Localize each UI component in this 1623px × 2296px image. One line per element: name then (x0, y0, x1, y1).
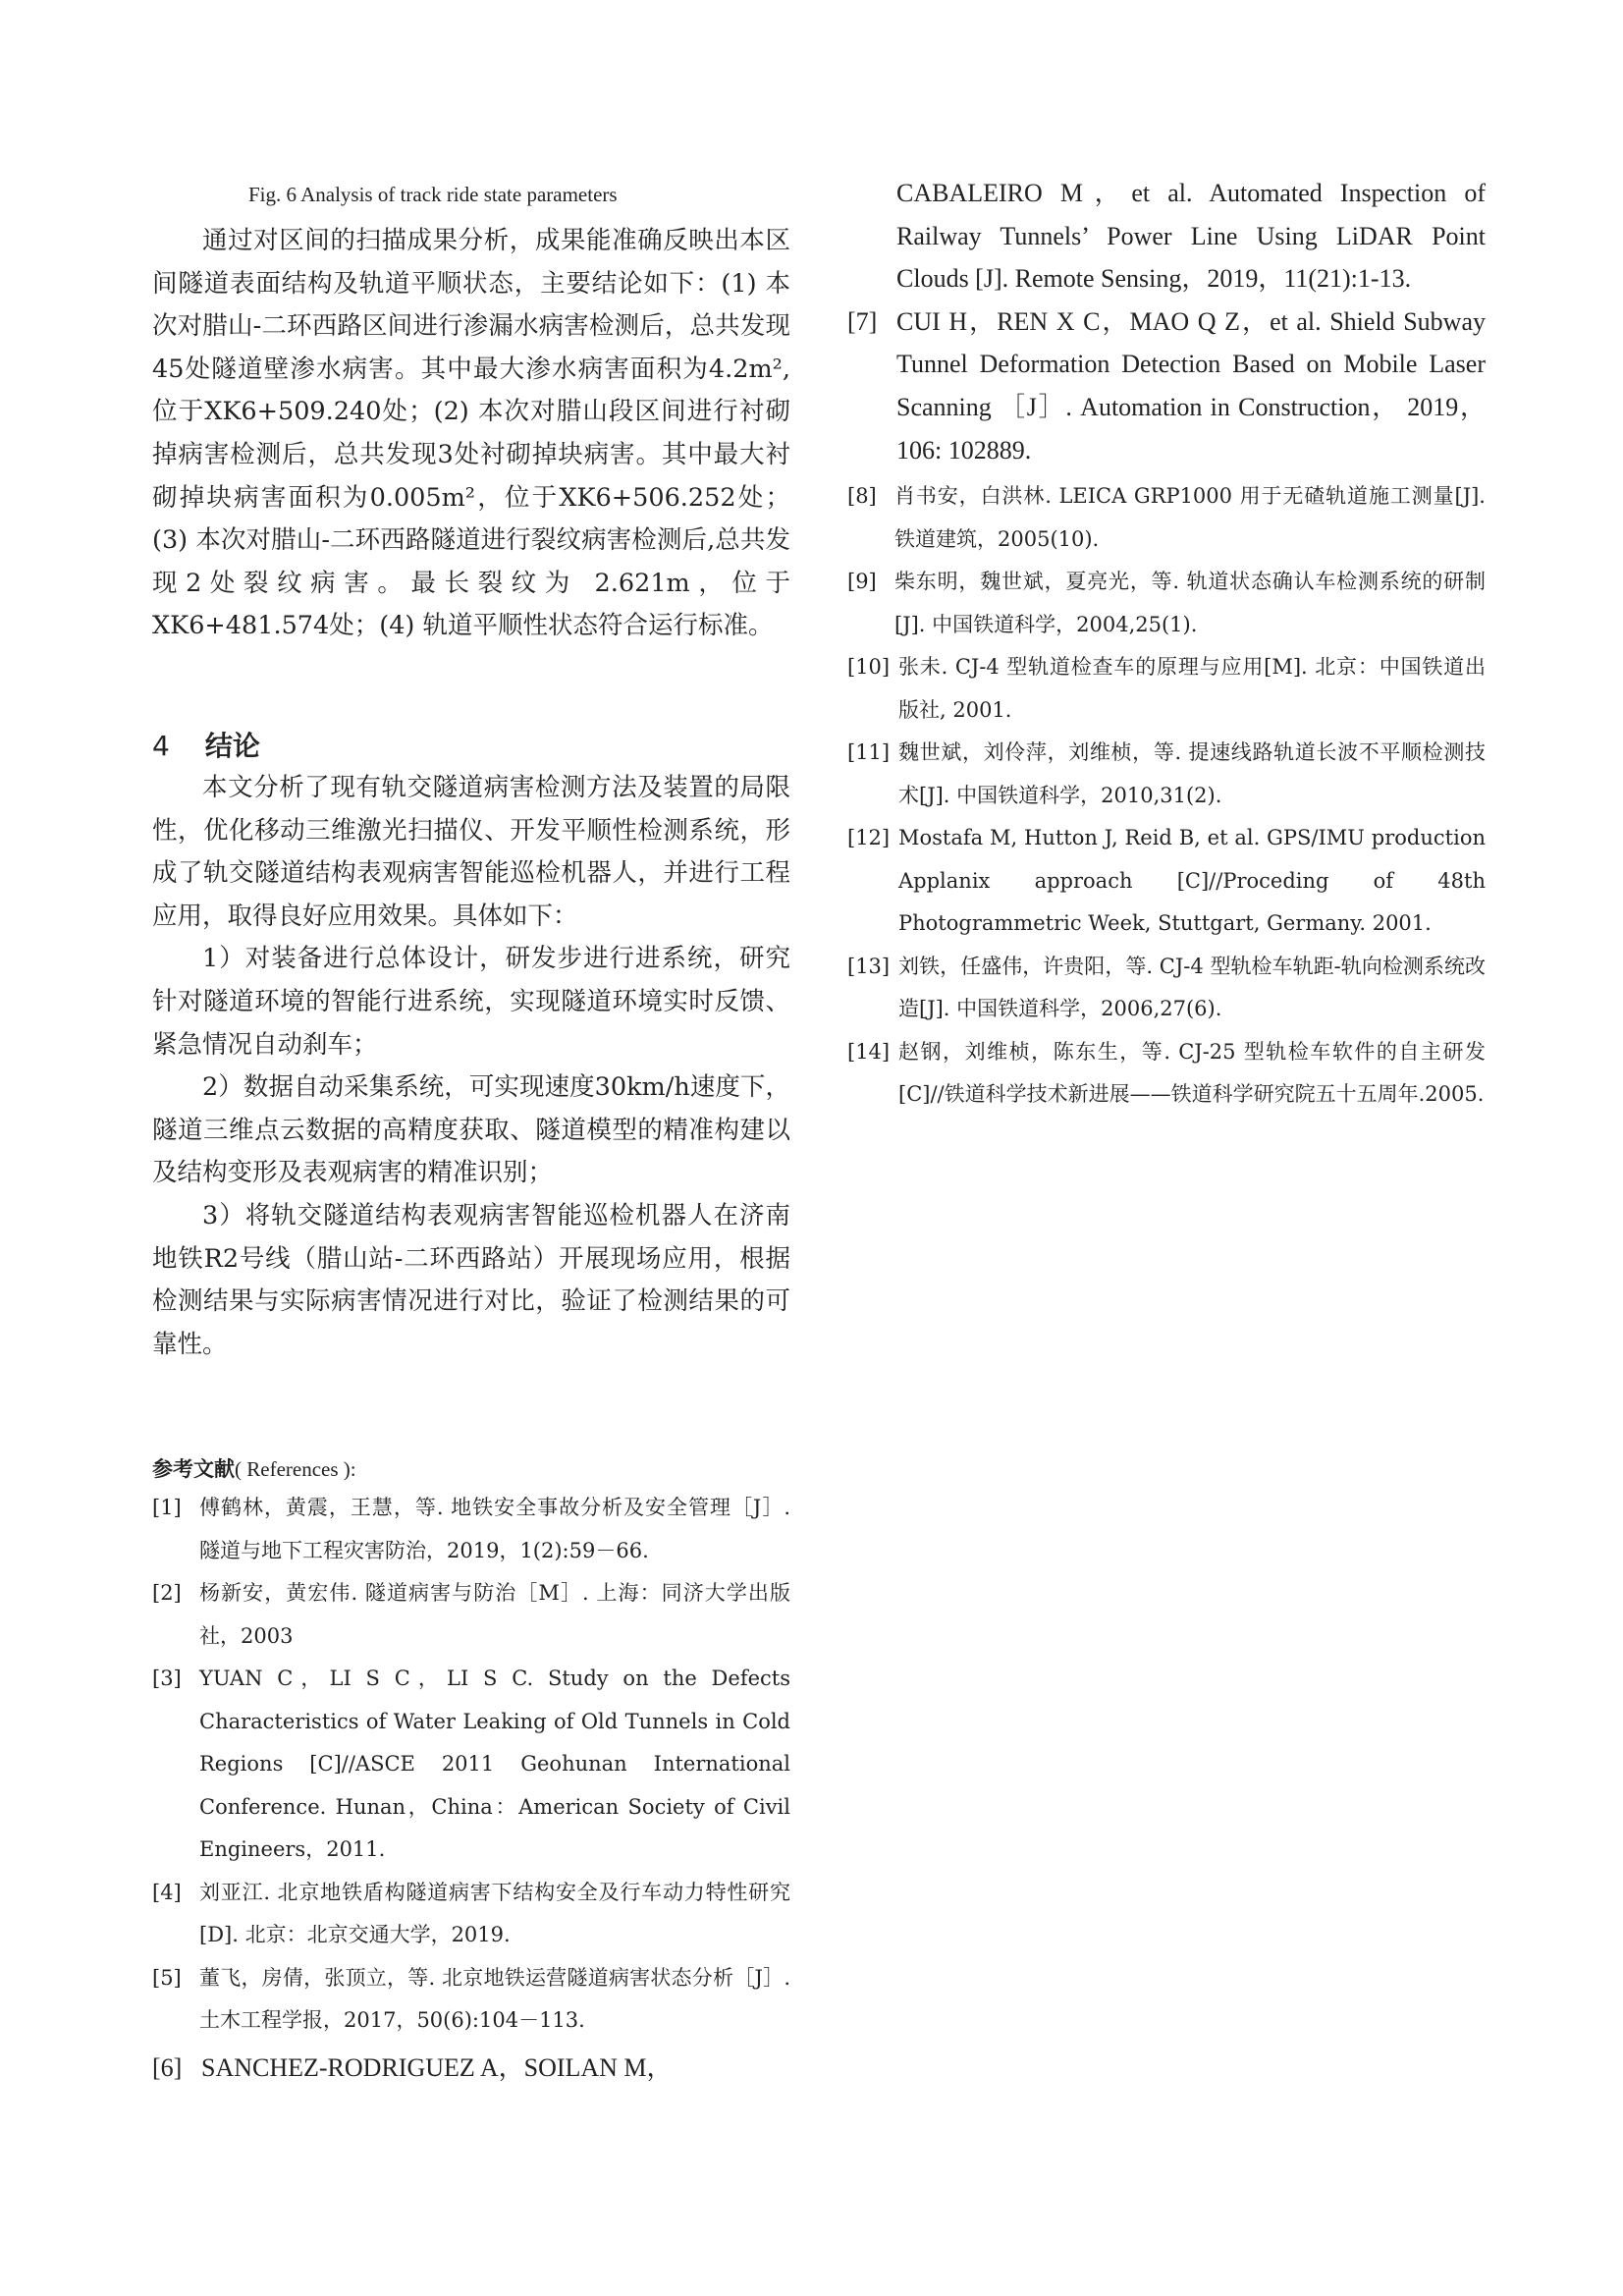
reference-text: 刘亚江. 北京地铁盾构隧道病害下结构安全及行车动力特性研究 [D]. 北京：北京交通大学，2019. (199, 1880, 790, 1946)
results-section (152, 220, 790, 648)
reference-text: 魏世斌，刘伶萍，刘维桢，等. 提速线路轨道长波不平顺检测技术[J]. 中国铁道科学，2010,31(2). (898, 740, 1486, 807)
reference-item (847, 646, 1486, 732)
section-number: 4 (152, 730, 170, 762)
reference-item (152, 1872, 790, 1957)
reference-label: [2] (152, 1581, 182, 1605)
reference-label: [8] (847, 484, 877, 509)
reference-label: [11] (847, 740, 891, 765)
references-title-en: ( References ): (235, 1457, 356, 1481)
reference-item (847, 817, 1486, 946)
reference-label: [9] (847, 570, 877, 594)
reference-label: [4] (152, 1880, 182, 1904)
reference-item (152, 1957, 790, 2043)
reference-text: SANCHEZ-RODRIGUEZ A，SOILAN M， (201, 2052, 673, 2082)
reference-label: [3] (152, 1667, 182, 1690)
reference-list-left (152, 1487, 790, 2089)
conclusion-intro: 本文分析了现有轨交隧道病害检测方法及装置的局限性，优化移动三维激光扫描仪、开发平顺性检测系统，形成了轨交隧道结构表观病害智能巡检机器人，并进行工程应用，取得良好应用效果。具体如下： (152, 773, 790, 931)
reference-item (847, 475, 1486, 561)
reference-label: [10] (847, 655, 891, 680)
results-paragraph: 通过对区间的扫描成果分析，成果能准确反映出本区间隧道表面结构及轨道平顺状态，主要结论如下：(1) 本次对腊山-二环西路区间进行渗漏水病害检测后，总共发现45处隧道壁渗水病害。其中最大渗水病害面积为4.2m², 位于XK6+509.240处；(2) 本次对腊山段区间进行衬砌掉病害检测后，总共发现3处衬砌掉块病害。其中最大衬砌掉块病害面积为0.005m²，位于XK6+506.252处；(3) 本次对腊山-二环西路隧道进行裂纹病害检测后,总共发现2处裂纹病害。最长裂纹为 2.621m，位于XK6+481.574处；(4) 轨道平顺性状态符合运行标准。 (152, 226, 790, 641)
reference-text: 张未. CJ-4 型轨道检查车的原理与应用[M]. 北京：中国铁道出版社, 2001. (898, 655, 1486, 722)
reference-text: YUAN C，LI S C，LI S C. Study on the Defects Characteristics of Water Leaking of Old Tunnels in Cold Regions [C]//ASCE 2011 Geohunan International Conference. Hunan，China：American Society of Civil Engineers，2011. (199, 1667, 790, 1861)
reference-item (847, 732, 1486, 817)
conclusion-item-1: 1）对装备进行总体设计，研发步进行进系统，研究针对隧道环境的智能行进系统，实现隧道环境实时反馈、紧急情况自动刹车； (152, 944, 790, 1060)
reference-label: [1] (152, 1496, 182, 1519)
reference-text: 杨新安，黄宏伟. 隧道病害与防治［M］. 上海：同济大学出版社，2003 (199, 1581, 790, 1648)
reference-label: [6] (152, 2052, 183, 2082)
reference-label: [7] (847, 306, 878, 336)
reference-text: 赵钢，刘维桢，陈东生，等. CJ-25 型轨检车软件的自主研发[C]//铁道科学技术新进展——铁道科学研究院五十五周年.2005. (898, 1039, 1486, 1107)
section-title: 结论 (204, 730, 260, 762)
reference-item (847, 561, 1486, 646)
reference-label: [13] (847, 954, 891, 978)
reference-text: 董飞，房倩，张顶立，等. 北京地铁运营隧道病害状态分析［J］. 土木工程学报，2017，50(6):104－113. (199, 1965, 790, 2032)
reference-label: [5] (152, 1965, 182, 1990)
reference-text: CUI H，REN X C，MAO Q Z，et al. Shield Subway Tunnel Deformation Detection Based on Mobile Laser Scanning ［J］. Automation in Construction， 2019， 106: 102889. (896, 306, 1486, 465)
conclusion-section (152, 767, 790, 1366)
conclusion-item-3: 3）将轨交隧道结构表观病害智能巡检机器人在济南地铁R2号线（腊山站-二环西路站）开展现场应用，根据检测结果与实际病害情况进行对比，验证了检测结果的可靠性。 (152, 1200, 790, 1359)
reference-item (847, 1031, 1486, 1117)
reference-item (152, 1572, 790, 1658)
reference-list-right (847, 172, 1486, 1117)
reference-text: 傅鹤林，黄震，王慧，等. 地铁安全事故分析及安全管理［J］. 隧道与地下工程灾害防治，2019，1(2):59－66. (199, 1496, 790, 1562)
reference-item-continued (847, 172, 1486, 301)
figure-caption: Fig. 6 Analysis of track ride state parameters (248, 183, 618, 206)
section-heading (152, 725, 260, 764)
reference-item (152, 1487, 790, 1572)
reference-label: [14] (847, 1039, 891, 1064)
reference-item (152, 1658, 790, 1872)
references-title (152, 1453, 356, 1483)
reference-item (152, 2047, 790, 2090)
reference-text: 刘铁，任盛伟，许贵阳，等. CJ-4 型轨检车轨距-轨向检测系统改造[J]. 中国铁道科学，2006,27(6). (898, 954, 1486, 1021)
reference-text: 柴东明，魏世斌，夏亮光，等. 轨道状态确认车检测系统的研制[J]. 中国铁道科学，2004,25(1). (894, 570, 1486, 636)
reference-item (847, 301, 1486, 471)
references-title-zh: 参考文献 (152, 1457, 235, 1481)
reference-item (847, 946, 1486, 1031)
reference-text: CABALEIRO M，et al. Automated Inspection of Railway Tunnels’ Power Line Using LiDAR Point Clouds [J]. Remote Sensing，2019，11(21):1-13. (896, 179, 1486, 294)
reference-text: Mostafa M, Hutton J, Reid B, et al. GPS/IMU production Applanix approach [C]//Proceding of 48th Photogrammetric Week, Stuttgart, Germany. 2001. (898, 826, 1486, 936)
reference-label: [12] (847, 826, 891, 850)
conclusion-item-2: 2）数据自动采集系统，可实现速度30km/h速度下，隧道三维点云数据的高精度获取、隧道模型的精准构建以及结构变形及表观病害的精准识别； (152, 1072, 790, 1188)
reference-text: 肖书安，白洪林. LEICA GRP1000 用于无碴轨道施工测量[J]. 铁道建筑，2005(10). (894, 484, 1486, 551)
